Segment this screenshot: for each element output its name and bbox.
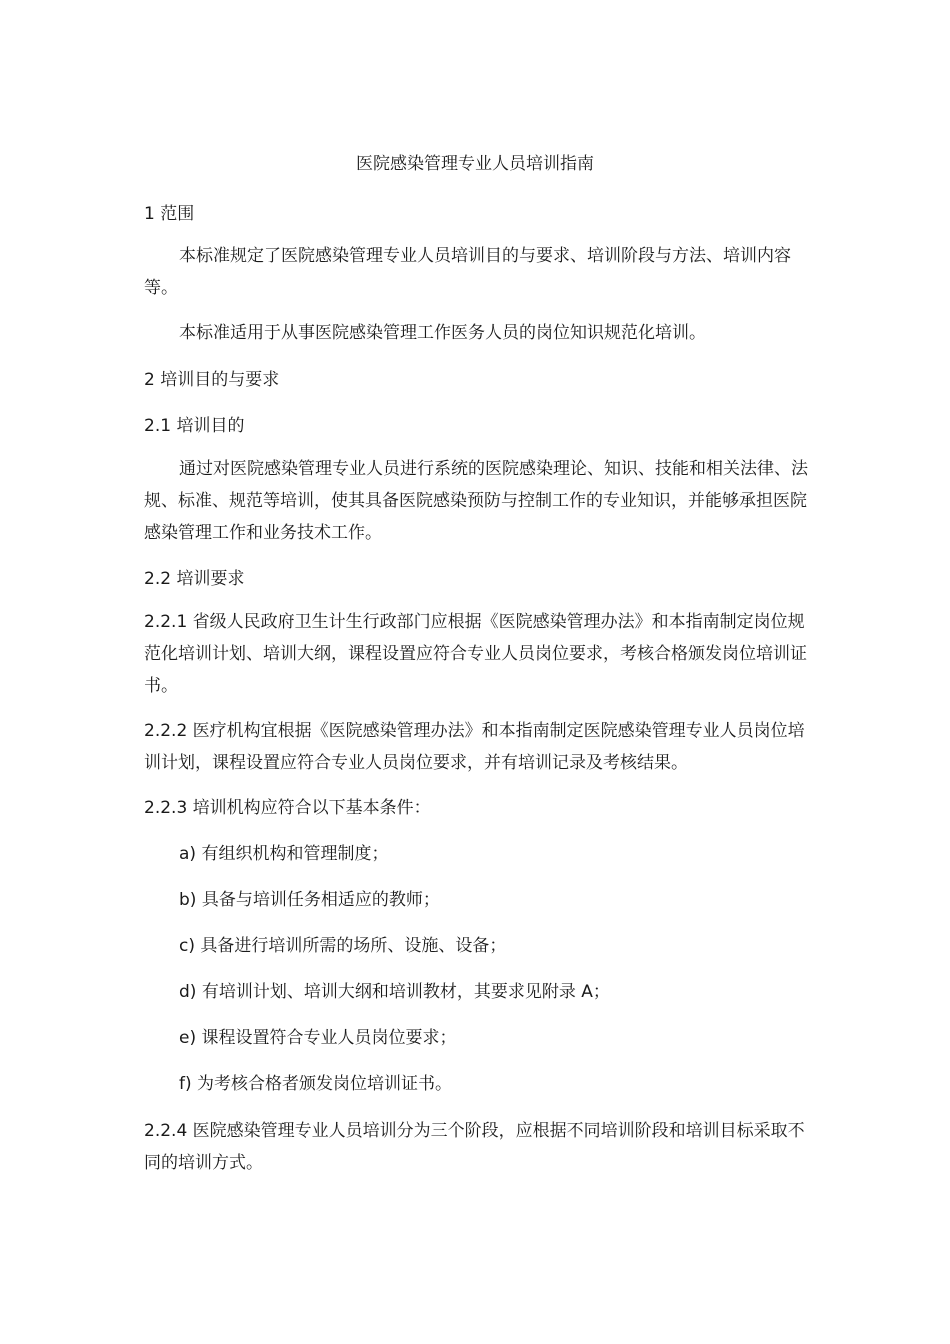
paragraph-2-2-2: 2.2.2 医疗机构宜根据《医院感染管理办法》和本指南制定医院感染管理专业人员岗位培训计划，课程设置应符合专业人员岗位要求，并有培训记录及考核结果。 [144, 721, 805, 773]
paragraph-scope-1: 本标准规定了医院感染管理专业人员培训目的与要求、培训阶段与方法、培训内容等。 [144, 246, 791, 298]
paragraph-goal: 通过对医院感染管理专业人员进行系统的医院感染理论、知识、技能和相关法律、法规、标准、规范等培训，使其具备医院感染预防与控制工作的专业知识，并能够承担医院感染管理工作和业务技术工作。 [144, 459, 808, 543]
document-title: 医院感染管理专业人员培训指南 [356, 154, 594, 174]
paragraph-2-2-4: 2.2.4 医院感染管理专业人员培训分为三个阶段，应根据不同培训阶段和培训目标采取不同的培训方式。 [144, 1121, 805, 1173]
list-item: b) 具备与培训任务相适应的教师； [179, 890, 440, 910]
list-item: e) 课程设置符合专业人员岗位要求； [179, 1028, 457, 1048]
paragraph-scope-2: 本标准适用于从事医院感染管理工作医务人员的岗位知识规范化培训。 [179, 323, 706, 343]
list-item: a) 有组织机构和管理制度； [179, 844, 389, 864]
paragraph-2-2-1: 2.2.1 省级人民政府卫生计生行政部门应根据《医院感染管理办法》和本指南制定岗位规范化培训计划、培训大纲，课程设置应符合专业人员岗位要求，考核合格颁发岗位培训证书。 [144, 612, 807, 696]
subsection-heading-requirements: 2.2 培训要求 [144, 569, 245, 589]
list-item: d) 有培训计划、培训大纲和培训教材，其要求见附录 A； [179, 982, 610, 1002]
section-heading-scope: 1 范围 [144, 204, 195, 224]
section-heading-goals: 2 培训目的与要求 [144, 370, 280, 390]
list-item: f) 为考核合格者颁发岗位培训证书。 [179, 1074, 453, 1094]
list-item: c) 具备进行培训所需的场所、设施、设备； [179, 936, 507, 956]
paragraph-2-2-3: 2.2.3 培训机构应符合以下基本条件： [144, 798, 431, 818]
subsection-heading-goal: 2.1 培训目的 [144, 416, 245, 436]
